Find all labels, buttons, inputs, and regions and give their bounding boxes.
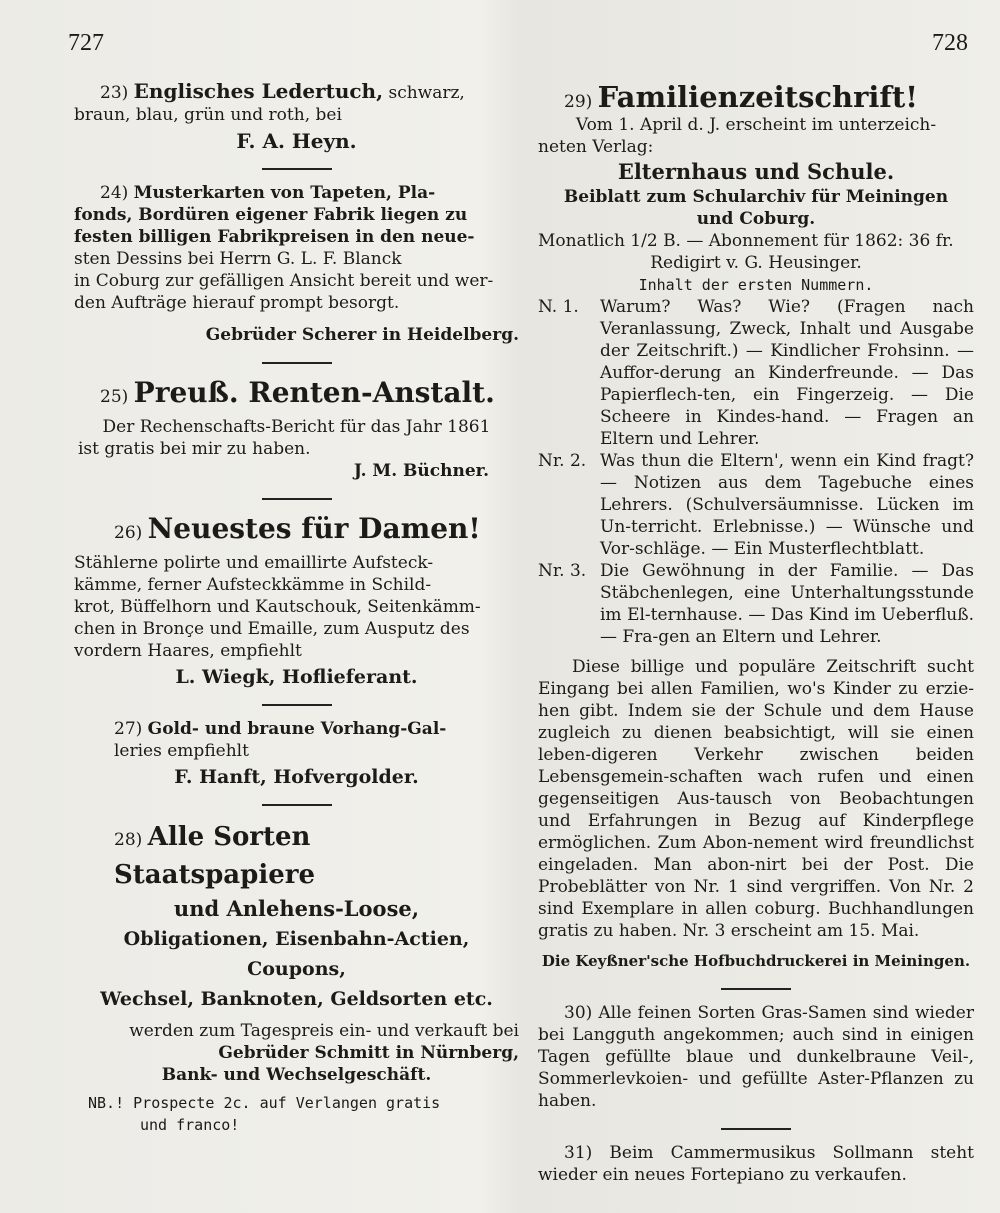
advert-text: neten Verlag: — [538, 137, 654, 157]
periodical-title: Elternhaus und Schule. — [617, 159, 895, 184]
advert-note: und franco! — [140, 1116, 240, 1134]
advert-text: Vom 1. April d. J. erscheint im unterzeich- — [575, 115, 937, 135]
contents-heading: Inhalt der ersten Nummern. — [638, 276, 874, 294]
right-column — [538, 80, 974, 1202]
advert-text: werden zum Tagespreis ein- und verkauft bei — [129, 1021, 519, 1041]
advert-29 — [538, 80, 974, 972]
advertiser-signature: L. Wiegk, Hoflieferant. — [175, 666, 418, 688]
contents-item — [538, 296, 974, 450]
advert-subtitle: Wechsel, Banknoten, Geldsorten etc. — [100, 988, 493, 1010]
advert-number: 23) — [100, 83, 129, 103]
issue-number: Nr. 2. — [538, 451, 587, 471]
issue-contents: Was thun die Eltern', wenn ein Kind fragt? — Notizen aus dem Tagebuche eines Lehrers. (Schulversäumnisse. Lücken im Un-terricht. Erlebnisse.) — Wünsche und Vor-schläge. — Ein Musterflechtblatt. — [600, 451, 974, 559]
subscription-price: Monatlich 1/2 B. — Abonnement für 1862: 36 fr. — [538, 231, 954, 251]
advert-line: krot, Büffelhorn und Kautschouk, Seitenkämm- — [74, 597, 481, 617]
advert-30 — [538, 1002, 974, 1112]
advert-line: vordern Haares, empfiehlt — [74, 641, 302, 661]
advert-text: ist gratis bei mir zu haben. — [78, 439, 311, 459]
editor-line: Redigirt v. G. Heusinger. — [650, 253, 862, 273]
advert-line: chen in Bronçe und Emaille, zum Ausputz des — [74, 619, 470, 639]
advert-25 — [74, 376, 519, 482]
separator-rule — [262, 362, 332, 364]
advert-text: Bank- und Wechselgeschäft. — [161, 1065, 432, 1085]
separator-rule — [721, 988, 791, 990]
advert-number: 27) — [114, 719, 143, 739]
advert-title: Englisches Ledertuch, — [133, 79, 384, 103]
advert-line: kämme, ferner Aufsteckkämme in Schild- — [74, 575, 432, 595]
advert-title: Preuß. Renten-Anstalt. — [133, 376, 495, 409]
page-number-left: 727 — [68, 30, 104, 56]
advertiser-signature: F. A. Heyn. — [236, 129, 357, 153]
advert-subtitle: und Anlehens-Loose, — [173, 896, 420, 921]
issue-number: Nr. 3. — [538, 561, 587, 581]
advert-number: 28) — [114, 830, 143, 850]
issue-contents: Warum? Was? Wie? (Fragen nach Veranlassung, Zweck, Inhalt und Ausgabe der Zeitschrift.) — Kindlicher Frohsinn. — Auffor-derung an Kinderfreunde. — Das Papierflech-ten, ein Fingerzeig. — Die Scheere in Kindes-hand. — Fragen an Eltern und Lehrer. — [600, 297, 974, 449]
advert-line: Gold- und braune Vorhang-Gal- — [147, 719, 447, 739]
advertiser-signature: F. Hanft, Hofvergolder. — [174, 766, 419, 788]
separator-rule — [262, 704, 332, 706]
advert-number: 25) — [100, 387, 129, 407]
periodical-subtitle: und Coburg. — [696, 209, 816, 229]
advert-line: sten Dessins bei Herrn G. L. F. Blanck — [74, 249, 402, 269]
advert-subtitle: Obligationen, Eisenbahn-Actien, Coupons, — [123, 928, 470, 980]
separator-rule — [262, 498, 332, 500]
issue-contents: Die Gewöhnung in der Familie. — Das Stäbchenlegen, eine Unterhaltungsstunde im El-ternhause. — Das Kind im Ueberfluß. — Fra-gen an Eltern und Lehrer. — [600, 561, 974, 647]
advert-line: leries empfiehlt — [114, 741, 249, 761]
advertiser-signature: Die Keyßner'sche Hofbuchdruckerei in Meiningen. — [541, 952, 971, 970]
advert-24 — [74, 182, 519, 346]
advert-26 — [74, 512, 519, 688]
separator-rule — [262, 804, 332, 806]
advert-title: Familienzeitschrift! — [597, 80, 919, 114]
issue-number: N. 1. — [538, 297, 579, 317]
advert-line: fonds, Bordüren eigener Fabrik liegen zu — [74, 205, 468, 225]
advert-23 — [74, 80, 519, 152]
advert-number: 30) — [564, 1003, 593, 1023]
advert-number: 31) — [564, 1143, 593, 1163]
page-number-right: 728 — [932, 30, 968, 56]
advert-title: Alle Sorten Staatspapiere — [114, 822, 315, 890]
advert-number: 29) — [564, 92, 593, 112]
contents-item — [538, 450, 974, 560]
advert-note: NB.! Prospecte 2c. auf Verlangen gratis — [88, 1094, 441, 1112]
advert-line: in Coburg zur gefälligen Ansicht bereit und wer- — [74, 271, 494, 291]
advertiser-signature: J. M. Büchner. — [353, 461, 489, 481]
left-column — [74, 80, 519, 1152]
advert-text: Der Rechenschafts-Bericht für das Jahr 1861 — [102, 417, 491, 437]
separator-rule — [262, 168, 332, 170]
separator-rule — [721, 1128, 791, 1130]
advert-text: schwarz, — [388, 83, 465, 103]
periodical-subtitle: Beiblatt zum Schularchiv für Meiningen — [563, 187, 949, 207]
advert-27 — [74, 718, 519, 788]
advert-text: Alle feinen Sorten Gras-Samen sind wieder bei Langguth angekommen; auch sind in einigen Tagen gefüllte blaue und dunkelbraune Veil-, Sommerlevkoien- und gefüllte Aster-Pflanzen zu haben. — [538, 1003, 974, 1111]
advert-line: Musterkarten von Tapeten, Pla- — [133, 183, 436, 203]
advert-title: Neuestes für Damen! — [147, 512, 481, 545]
advertiser-signature: Gebrüder Scherer in Heidelberg. — [205, 325, 519, 345]
advert-number: 24) — [100, 183, 129, 203]
advert-text: Gebrüder Schmitt in Nürnberg, — [218, 1043, 519, 1063]
advert-line: den Aufträge hierauf prompt besorgt. — [74, 293, 400, 313]
contents-item — [538, 560, 974, 648]
advert-line: festen billigen Fabrikpreisen in den neue- — [74, 227, 475, 247]
advert-text: Beim Cammermusikus Sollmann steht wieder ein neues Fortepiano zu verkaufen. — [538, 1143, 974, 1185]
advert-number: 26) — [114, 523, 143, 543]
advert-text: braun, blau, grün und roth, bei — [74, 105, 342, 125]
advert-paragraph: Diese billige und populäre Zeitschrift sucht Eingang bei allen Familien, wo's Kinder zu erzie-hen gibt. Indem sie der Schule und dem Hause zugleich zu dienen beabsichtigt, will sie einen leben-digeren Verkehr zwischen beiden Lebensgemein-schaften wach rufen und einen gegenseitigen Aus-tausch von Beobachtungen und Erfahrungen in Bezug auf Kinderpflege ermöglichen. Zum Abon-nement wird freundlichst eingeladen. Man abon-nirt bei der Post. Die Probeblätter von Nr. 1 sind vergriffen. Von Nr. 2 sind Exemplare in allen coburg. Buchhandlungen gratis zu haben. Nr. 3 erscheint am 15. Mai. — [538, 657, 974, 941]
advert-31 — [538, 1142, 974, 1186]
advert-line: Stählerne polirte und emaillirte Aufsteck- — [74, 553, 434, 573]
advert-28 — [74, 818, 519, 1136]
